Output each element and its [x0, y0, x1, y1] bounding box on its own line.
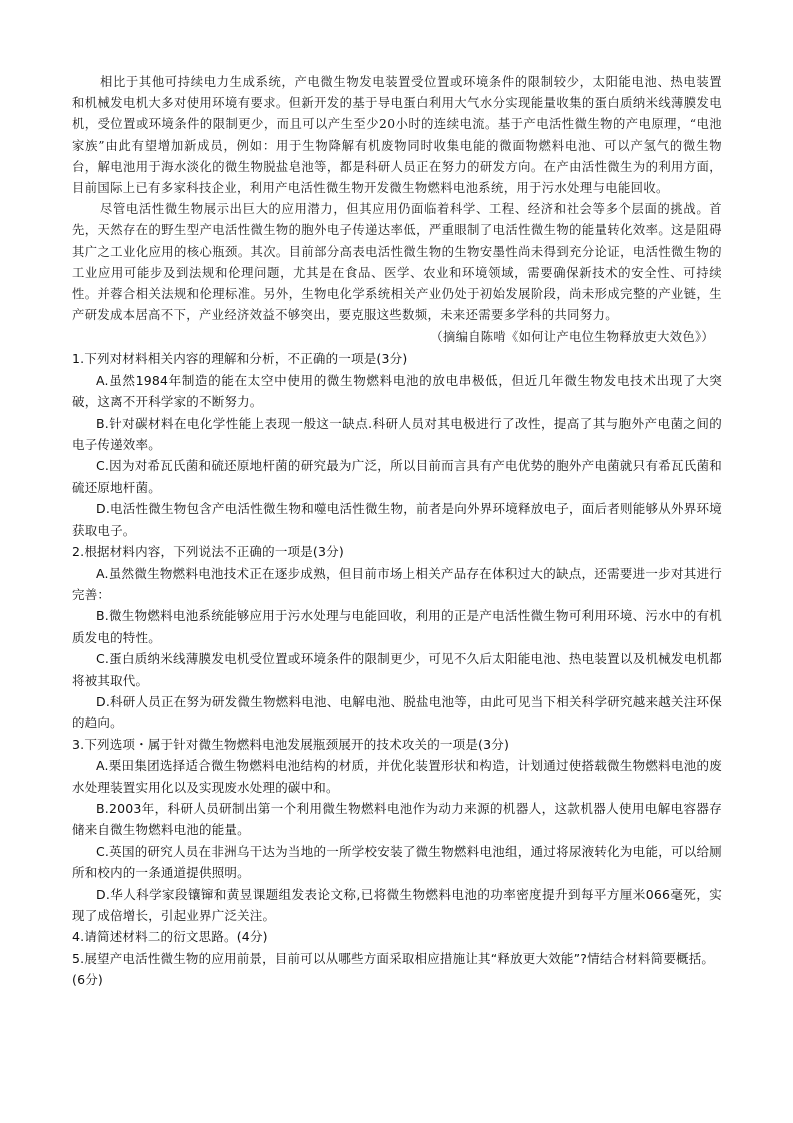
question-2: [72, 541, 722, 734]
option-b: B.针对碳材料在电化学性能上表现一般这一缺点.科研人员对其电极进行了改性，提高了其与胞外产电菌之间的电子传递效率。: [72, 415, 722, 453]
passage: [72, 72, 722, 348]
option-a: A.栗田集团选择适合微生物燃料电池结构的材质，并优化装置形状和构造，计划通过使搭载微生物燃料电池的废水处理装置实用化以及实现废水处理的碳中和。: [72, 758, 722, 795]
passage-paragraph-1: 相比于其他可持续电力生成系统，产电微生物发电装置受位置或环境条件的限制较少，太阳能电池、热电装置和机械发电机大多对使用环境有要求。但新开发的基于导电蛋白利用大气水分实现能量收集的蛋白质纳米线薄膜发电机，受位置或环境条件的限制更少，而且可以产生至少20小时的连续电流。基于产电活性微生物的产电原理，“电池家族”由此有望增加新成员，例如：用于生物降解有机废物同时收集电能的微面物燃料电池、可以产氢气的微生物台，解电池用于海水淡化的微生物脱盐皂池等，都是科研人员正在努力的研发方向。在产由活性微生为的利用方面，目前国际上已有多家科技企业，利用产电活性微生物开发微生物燃料电池系统，用于污水处理与电能回收。: [72, 75, 722, 196]
question-4: [72, 926, 722, 947]
option-b: B.微生物燃料电池系统能够应用于污水处理与电能回收，利用的正是产电活性微生物可利用环境、污水中的有机质发电的特性。: [72, 608, 722, 645]
option-c: C.英国的研究人员在非洲乌干达为当地的一所学校安装了微生物燃料电池组，通过将尿液转化为电能，可以给厕所和校内的一条通道提供照明。: [72, 843, 722, 881]
option-a: A.虽然微生物燃料电池技术正在逐步成熟，但目前市场上相关产品存在体积过大的缺点，还需要进一步对其进行完善：: [72, 565, 722, 602]
question-1: [72, 348, 722, 541]
question-stem: 5.展望产电活性微生物的应用前景，目前可以从哪些方面采取相应措施让其“释放更大效能”?情结合材料简要概括。(6分): [72, 950, 715, 988]
option-d: D.科研人员正在努为研发微生物燃料电池、电解电池、脱盐电池等，由此可见当下相关科学研究越来越关注环保的趋向。: [72, 693, 722, 731]
question-stem: 2.根据材料内容，下列说法不正确的一项是(3分): [72, 544, 344, 560]
option-c: C.因为对希瓦氏菌和硫还原地杆菌的研究最为广泛，所以目前而言具有产电优势的胞外产电菌就只有希瓦氏菌和硫还原地杆菌。: [72, 458, 722, 495]
option-c: C.蛋白质纳米线薄膜发电机受位置或环境条件的限制更少，可见不久后太阳能电池、热电装置以及机械发电机都将被其取代。: [72, 651, 722, 688]
question-3: [72, 734, 722, 927]
question-stem: 4.请简述材料二的衍文思路。(4分): [72, 929, 268, 945]
option-d: D.电活性微生物包含产电活性微生物和噬电活性微生物，前者是向外界环境释放电子，面后者则能够从外界环境获取电子。: [72, 501, 722, 538]
option-d: D.华人科学家段镶镩和黄昱课题组发表论文称,已将微生物燃料电池的功率密度提升到每平方厘米066毫死，实现了成倍增长，引起业界广泛关注。: [72, 886, 722, 923]
option-b: B.2003年，科研人员研制出第一个利用微生物燃料电池作为动力来源的机器人，这款机器人使用电解电容器存储来自微生物燃料电池的能量。: [72, 800, 722, 838]
question-stem: 3.下列选项・属于针对微生物燃料电池发展瓶颈展开的技术攻关的一项是(3分): [72, 736, 510, 752]
question-5: [72, 948, 722, 991]
question-stem: 1.下列对材料相关内容的理解和分析，不正确的一项是(3分): [72, 351, 408, 367]
document-page: [72, 72, 722, 991]
passage-paragraph-2: 尽管电活性微生物展示出巨大的应用潜力，但其应用仍面临着科学、工程、经济和社会等多个层面的挑战。首先，天然存在的野生型产电活性微生物的胞外电子传递达率低，严重眼制了电活性微生物的能量转化效率。这是阻碍其广之工业化应用的核心瓶颈。其次。目前部分高表电活性微生物的生物安墨性尚未得到充分论证，电活性微生物的工业应用可能步及到法规和伦理问题，尤其是在食品、医学、农业和环境领域，需要确保新技术的安全性、可持续性。并蓉合相关法规和伦理标准。另外，生物电化学系统相关产业仍处于初始发展阶段，尚未形成完整的产业链，生产研发成本居高不下，产业经济效益不够突出，要克服这些数频，未来还需要多学科的共同努力。: [72, 202, 722, 323]
source-citation: （摘编自陈啃《如何让产电位生物释放吏大效色》）: [430, 330, 714, 345]
option-a: A.虽然1984年制造的能在太空中使用的微生物燃料电池的放电串极低，但近几年微生物发电技术出现了大突破，这离不开科学家的不断努力。: [72, 372, 722, 410]
